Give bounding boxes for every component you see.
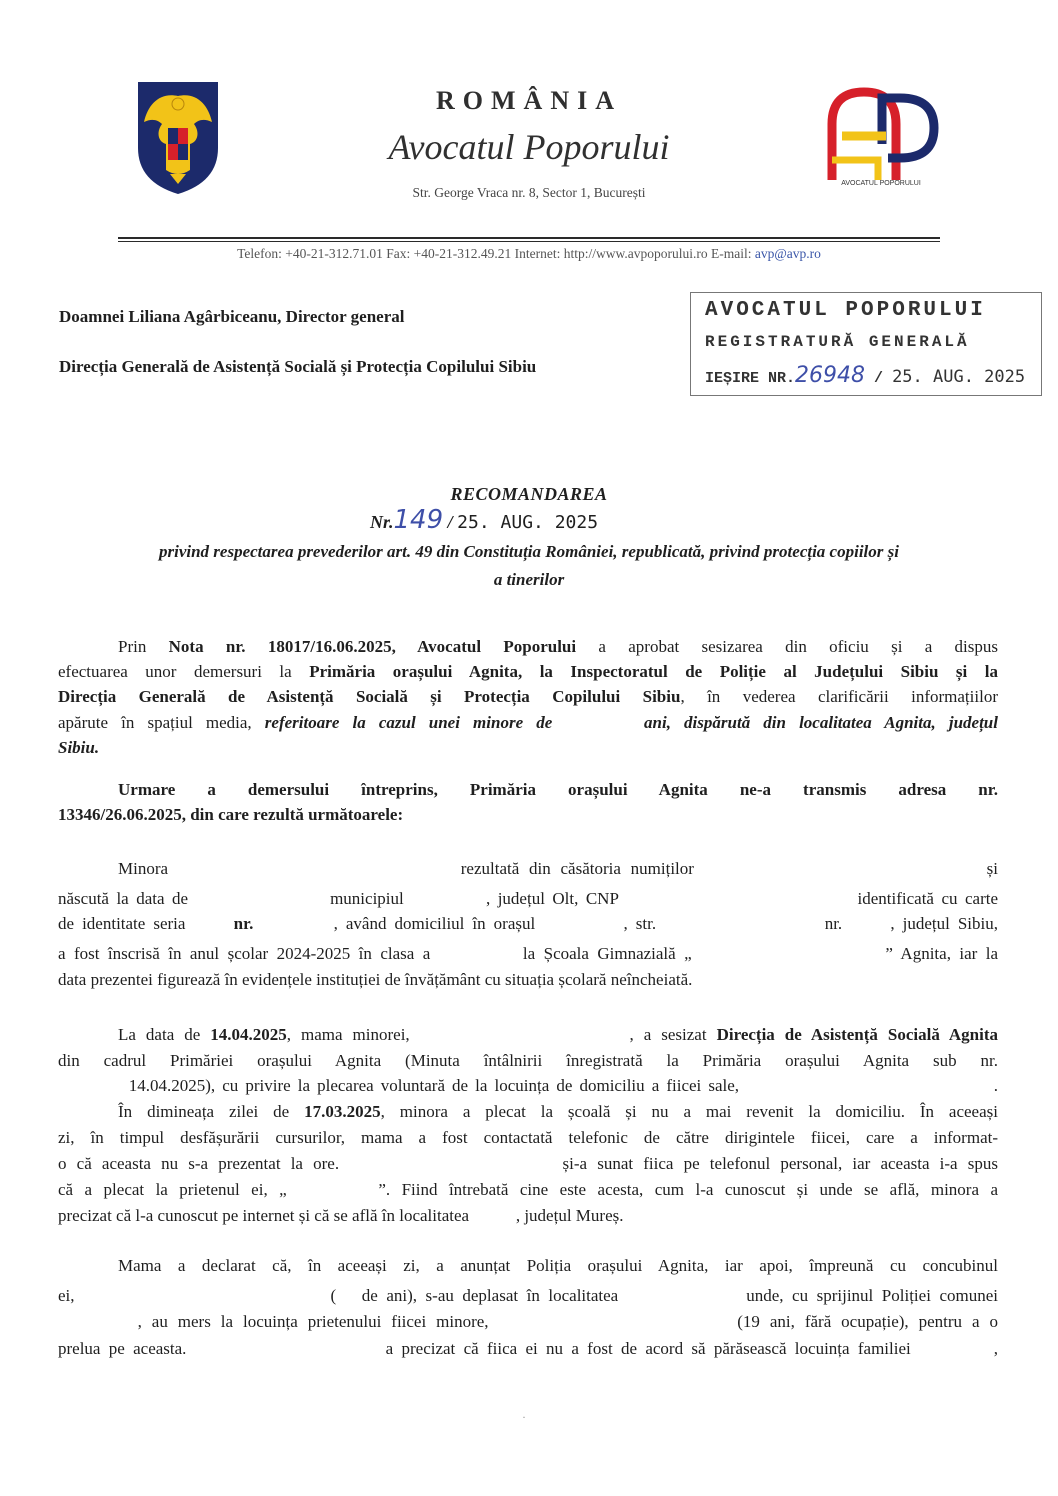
text-run: Direcția Generală de Asistență Socială și Protecția Copilului Sibiu — [58, 687, 681, 706]
text-run: În dimineața zilei de — [118, 1102, 305, 1121]
text-run: 17.03.2025 — [304, 1102, 381, 1121]
text-run: Prin — [118, 637, 169, 656]
body-line — [118, 779, 998, 801]
body-line — [58, 943, 998, 965]
body-line — [58, 888, 998, 910]
text-run: apărute în spațiul media, — [58, 713, 265, 732]
body-line — [58, 913, 998, 935]
text-run: Urmare a demersului întreprins, Primăria orașului Agnita ne-a transmis adresa nr. — [118, 780, 998, 799]
text-run: , minora a plecat la școală și nu a mai revenit la domiciliu. În aceeași — [380, 1102, 998, 1121]
document-nr-separator: / — [447, 512, 453, 532]
stamp-title: AVOCATUL POPORULUI — [705, 299, 986, 322]
addressee-name: Doamnei Liliana Agârbiceanu, Director general — [59, 307, 405, 326]
text-run: că a plecat la prietenul ei, „ ”. Fiind întrebată cine este acesta, cum l-a cunoscut și unde se află, minora a — [58, 1180, 998, 1199]
text-run: , având domiciliul în orașul , str. nr. , județul Sibiu, — [253, 914, 998, 933]
body-line — [58, 1153, 998, 1175]
text-run: referitoare la cazul unei minore de ani, dispărută din localitatea Agnita, județul — [264, 713, 998, 732]
institution-address: Str. George Vraca nr. 8, Sector 1, București — [412, 185, 646, 200]
country-heading: ROMÂNIA — [436, 86, 622, 115]
body-line — [58, 712, 998, 734]
body-line — [58, 1179, 998, 1201]
addressee-institution: Direcția Generală de Asistență Socială și Protecția Copilului Sibiu — [59, 357, 537, 376]
stamp-separator: / — [874, 370, 884, 387]
stamp-subtitle: REGISTRATURĂ GENERALĂ — [705, 333, 970, 351]
text-run: Direcția de Asistență Socială Agnita — [716, 1025, 998, 1044]
document-subtitle: privind respectarea prevederilor art. 49 din Constituția României, republicată, privind protecția copiilor și — [159, 542, 899, 561]
contact-details: Telefon: +40-21-312.71.01 Fax: +40-21-312.49.21 Internet: http://www.avpoporului.ro E-mail: — [237, 246, 755, 261]
body-line — [58, 661, 998, 683]
stamp-date: 25. AUG. 2025 — [892, 367, 1026, 387]
body-line — [58, 969, 998, 991]
text-run: ei, ( de ani), s-au deplasat în localitatea unde, cu sprijinul Poliției comunei — [58, 1286, 998, 1305]
body-line — [58, 1127, 998, 1149]
romania-coat-of-arms-icon — [130, 78, 226, 196]
logo-caption: AVOCATUL POPORULUI — [841, 180, 921, 187]
stamp-number: 26948 — [795, 363, 866, 388]
contact-email-link[interactable]: avp@avp.ro — [754, 246, 821, 261]
body-line — [118, 1101, 998, 1123]
text-run: Nota nr. 18017/16.06.2025, Avocatul Poporului — [168, 637, 577, 656]
text-run: născută la data de municipiul , județul Olt, CNP identificată cu carte — [58, 889, 998, 908]
text-run: Mama a declarat că, în aceeași zi, a anunțat Poliția orașului Agnita, iar apoi, împreună cu concubinul — [118, 1256, 998, 1275]
text-run: a aprobat sesizarea din oficiu și a dispus — [576, 637, 998, 656]
document-number-line — [370, 505, 598, 535]
stamp-label: IEȘIRE NR. — [705, 370, 796, 387]
document-subtitle-continued: a tinerilor — [493, 570, 565, 589]
body-line — [58, 1075, 998, 1097]
body-line — [58, 1050, 998, 1072]
text-run: , au mers la locuința prietenului fiicei minore, (19 ani, fără ocupație), pentru a o — [58, 1312, 998, 1331]
stamp-registry-line — [705, 363, 1025, 388]
text-run: efectuarea unor demersuri la — [58, 662, 310, 681]
body-line — [58, 1205, 998, 1227]
text-run: 13346/26.06.2025, din care rezultă următoarele: — [58, 805, 404, 824]
text-run: zi, în timpul desfășurării cursurilor, mama a fost contactată telefonic de către dirigintele fiicei, care a informat- — [58, 1128, 998, 1147]
body-line — [58, 686, 998, 708]
text-run: 14.04.2025), cu privire la plecarea voluntară de la locuința de domiciliu a fiicei sale, . — [58, 1076, 998, 1095]
avocatul-poporului-logo-icon — [822, 84, 940, 194]
registry-stamp — [690, 292, 1042, 396]
text-run: din cadrul Primăriei orașului Agnita (Minuta întâlnirii înregistrată la Primăria orașului Agnita sub nr. — [58, 1051, 998, 1070]
text-run: Primăria orașului Agnita, la Inspectoratul de Poliție al Județului Sibiu și la — [309, 662, 998, 681]
text-run: de identitate seria — [58, 914, 234, 933]
body-line — [118, 636, 998, 658]
header-rule-thin — [118, 241, 940, 242]
text-run: 14.04.2025 — [210, 1025, 287, 1044]
body-line — [58, 804, 998, 826]
body-line — [118, 1255, 998, 1277]
header-rule — [118, 237, 940, 239]
document-nr-date: 25. AUG. 2025 — [457, 512, 599, 533]
text-run: , în vederea clarificării informațiilor — [680, 687, 998, 706]
text-run: La data de — [118, 1025, 211, 1044]
document-nr-value: 149 — [393, 505, 444, 535]
body-line — [58, 1285, 998, 1307]
document-title: RECOMANDAREA — [450, 484, 608, 504]
text-run: nr. — [233, 914, 254, 933]
text-run: precizat că l-a cunoscut pe internet și că se află în localitatea , județul Mureș. — [58, 1206, 624, 1225]
document-nr-label: Nr. — [370, 512, 394, 532]
page-mark: · — [522, 1410, 526, 1424]
text-run: prelua pe aceasta. a precizat că fiica ei nu a fost de acord să părăsească locuința familiei , — [58, 1339, 998, 1358]
body-line — [118, 858, 998, 880]
text-run: data prezentei figurează în evidențele instituției de învățământ cu situația școlară neîncheiată. — [58, 970, 693, 989]
body-line — [58, 1311, 998, 1333]
contact-line — [118, 246, 940, 262]
text-run: Sibiu. — [58, 738, 100, 757]
body-line — [58, 1338, 998, 1360]
text-run: Minora rezultată din căsătoria numiților și — [118, 859, 998, 878]
institution-name: Avocatul Poporului — [388, 127, 670, 167]
text-run: , mama minorei, , a sesizat — [286, 1025, 717, 1044]
text-run: o că aceasta nu s-a prezentat la ore. și-a sunat fiica pe telefonul personal, iar aceasta i-a spus — [58, 1154, 998, 1173]
body-line — [58, 737, 998, 759]
text-run: a fost înscrisă în anul școlar 2024-2025 în clasa a la Școala Gimnazială „ ” Agnita, iar la — [58, 944, 998, 963]
body-line — [118, 1024, 998, 1046]
